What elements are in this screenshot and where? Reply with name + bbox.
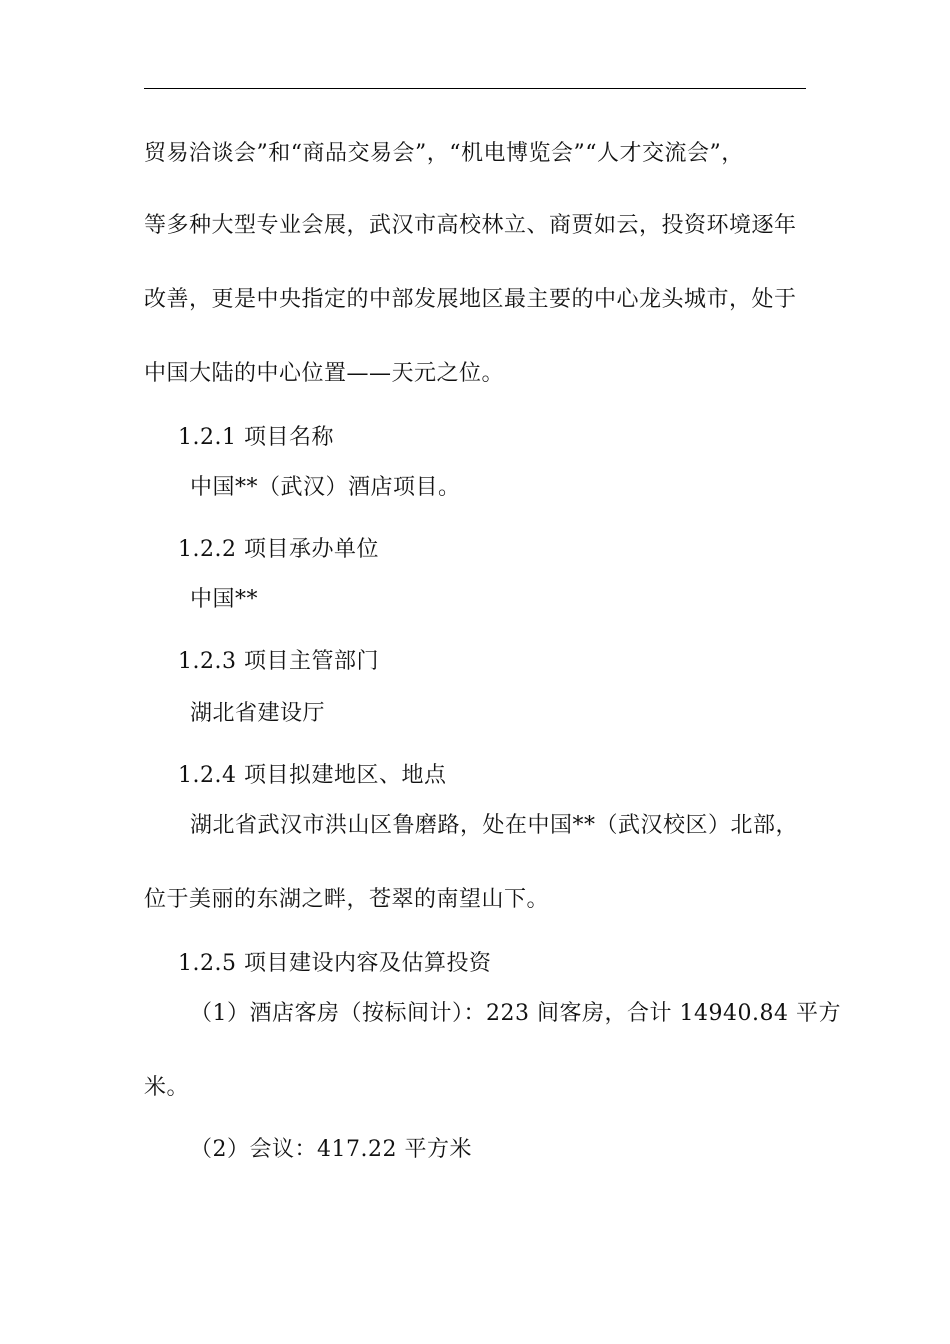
- section-body-undertaking-unit: 中国**: [190, 587, 259, 612]
- section-body-project-name: 中国**（武汉）酒店项目。: [190, 475, 461, 500]
- section-heading-construction-content: 1.2.5 项目建设内容及估算投资: [178, 951, 492, 976]
- section-body-competent-department: 湖北省建设厅: [190, 701, 326, 726]
- list-item-guest-rooms: （1）酒店客房（按标间计）：223 间客房，合计 14940.84 平方: [190, 1001, 841, 1026]
- section-heading-project-name: 1.2.1 项目名称: [178, 425, 334, 450]
- paragraph-line: 贸易洽谈会”和“商品交易会”，“机电博览会”“人才交流会”，: [144, 141, 744, 166]
- paragraph-line: 等多种大型专业会展，武汉市高校林立、商贾如云，投资环境逐年: [144, 213, 797, 238]
- list-item-guest-rooms: 米。: [144, 1075, 190, 1100]
- section-heading-location: 1.2.4 项目拟建地区、地点: [178, 763, 447, 788]
- paragraph-line: 改善，更是中央指定的中部发展地区最主要的中心龙头城市，处于: [144, 287, 797, 312]
- paragraph-line: 中国大陆的中心位置——天元之位。: [144, 361, 505, 386]
- header-rule: [144, 88, 806, 89]
- section-body-location: 湖北省武汉市洪山区鲁磨路，处在中国**（武汉校区）北部，: [190, 813, 799, 838]
- section-heading-competent-department: 1.2.3 项目主管部门: [178, 649, 379, 674]
- section-heading-undertaking-unit: 1.2.2 项目承办单位: [178, 537, 379, 562]
- list-item-meeting: （2）会议：417.22 平方米: [190, 1137, 472, 1162]
- section-body-location: 位于美丽的东湖之畔，苍翠的南望山下。: [144, 887, 550, 912]
